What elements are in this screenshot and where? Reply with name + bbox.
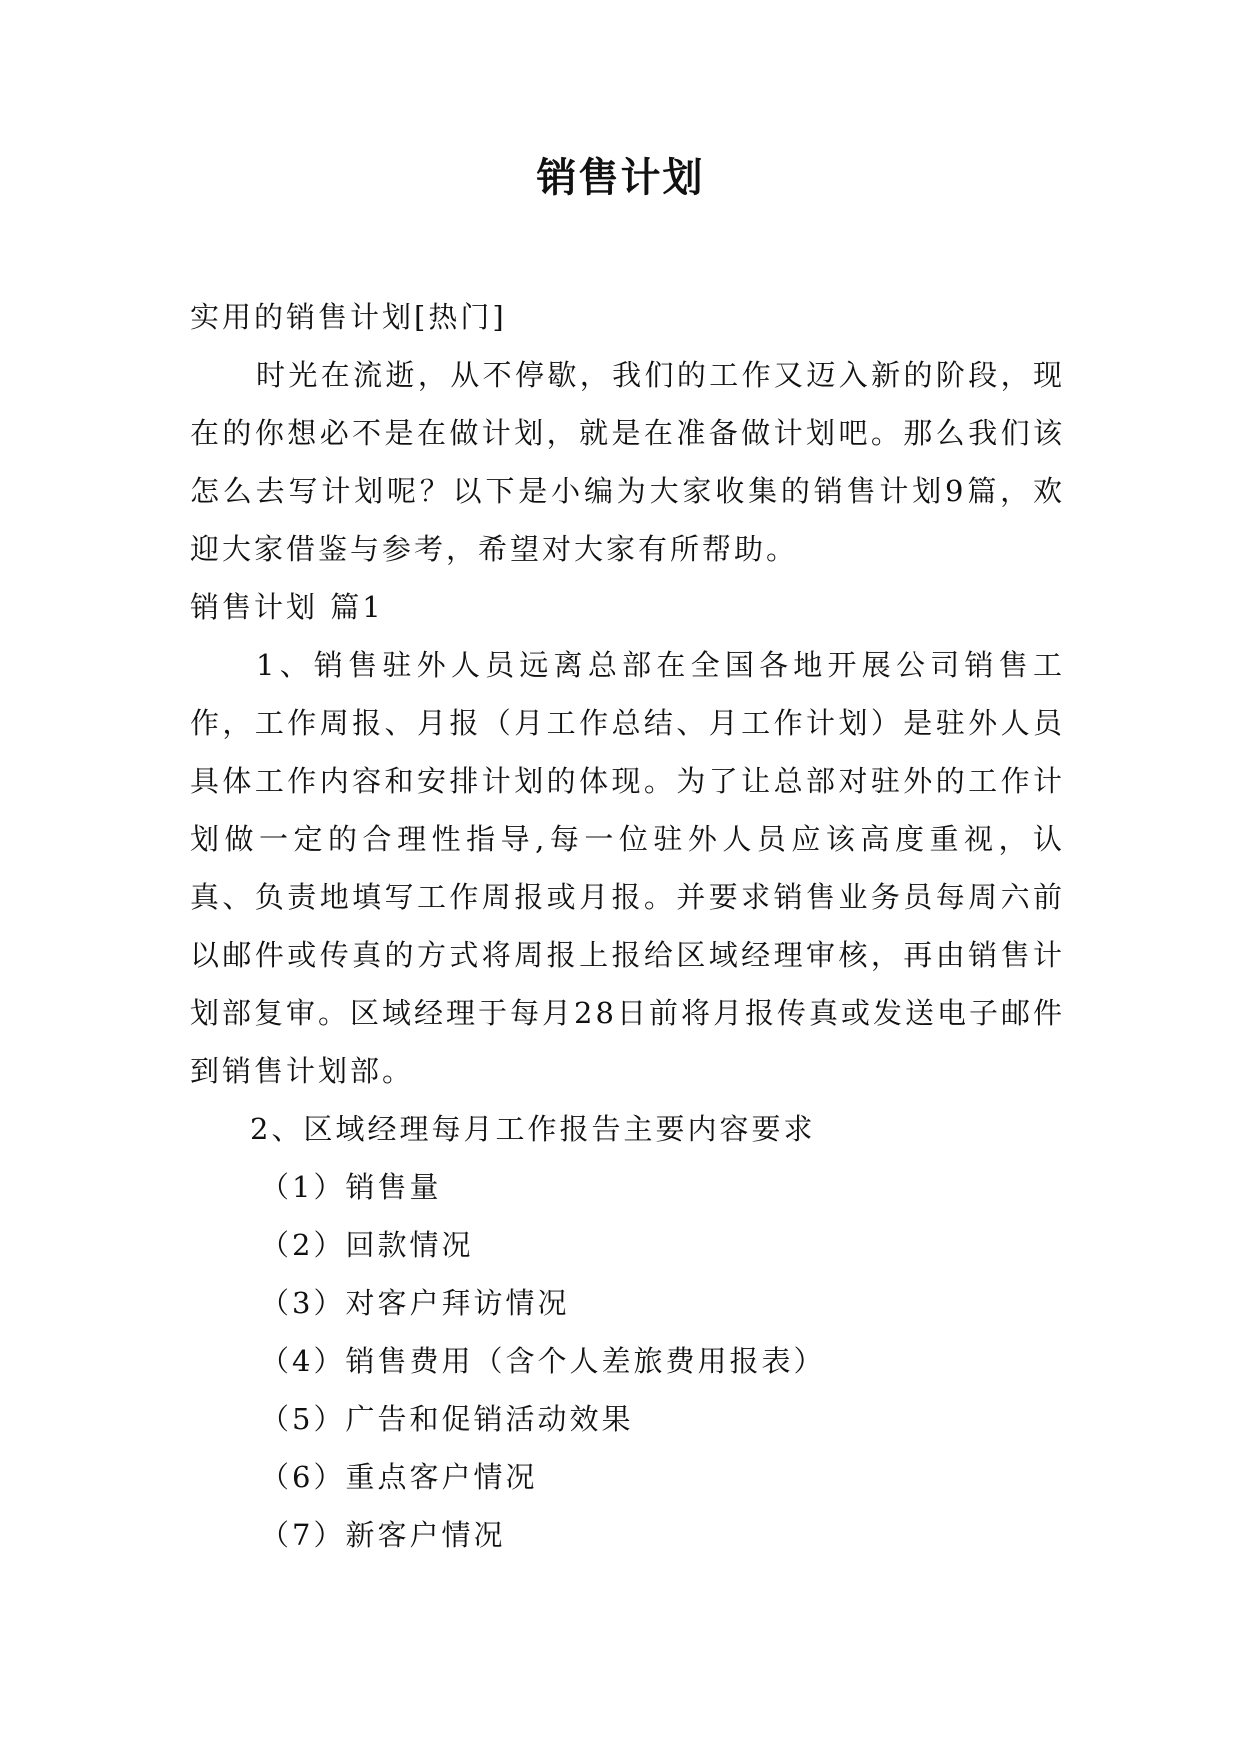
document-title: 销售计划 [536, 155, 705, 201]
list-item: （3）对客户拜访情况 [260, 1286, 570, 1320]
list-item: （4）销售费用（含个人差旅费用报表） [260, 1344, 826, 1378]
requirements-list [190, 1158, 1065, 1564]
list-item: （7）新客户情况 [260, 1518, 506, 1552]
list-item: （5）广告和促销活动效果 [260, 1402, 634, 1436]
document-subtitle: 实用的销售计划[热门] [190, 300, 507, 334]
list-item: （1）销售量 [260, 1170, 442, 1204]
paragraph-2-heading: 2、区域经理每月工作报告主要内容要求 [250, 1112, 816, 1146]
intro-paragraph: 时光在流逝，从不停歇，我们的工作又迈入新的阶段，现在的你想必不是在做计划，就是在准备做计划吧。那么我们该怎么去写计划呢？以下是小编为大家收集的销售计划9篇，欢迎大家借鉴与参考，希望对大家有所帮助。 [190, 358, 1065, 566]
section-heading: 销售计划 篇1 [190, 590, 384, 624]
list-item: （2）回款情况 [260, 1228, 474, 1262]
document-body [190, 288, 1065, 1564]
paragraph-1: 1、销售驻外人员远离总部在全国各地开展公司销售工作，工作周报、月报（月工作总结、月工作计划）是驻外人员具体工作内容和安排计划的体现。为了让总部对驻外的工作计划做一定的合理性指导,每一位驻外人员应该高度重视，认真、负责地填写工作周报或月报。并要求销售业务员每周六前以邮件或传真的方式将周报上报给区域经理审核，再由销售计划部复审。区域经理于每月28日前将月报传真或发送电子邮件到销售计划部。 [190, 648, 1065, 1088]
list-item: （6）重点客户情况 [260, 1460, 538, 1494]
